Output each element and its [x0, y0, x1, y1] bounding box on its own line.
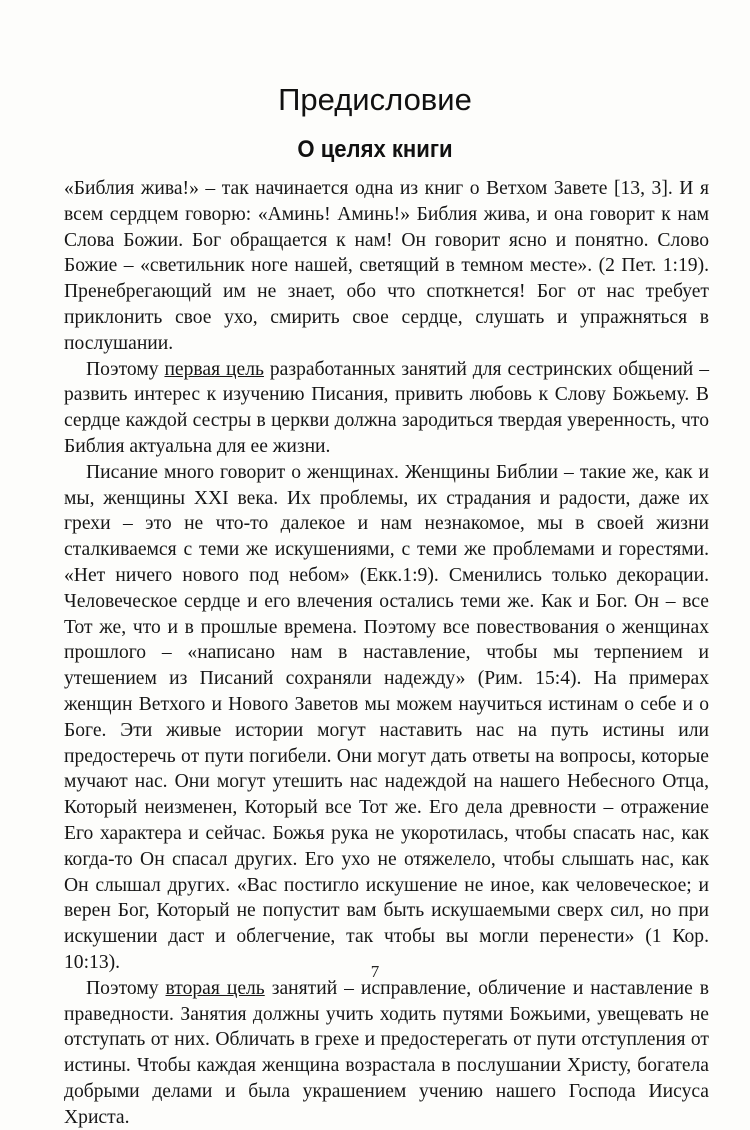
paragraph-2-lead: Поэтому [86, 358, 165, 380]
page-title: Предисловие [278, 82, 472, 117]
body-text [64, 176, 709, 1130]
page-number: 7 [370, 962, 380, 981]
paragraph-1: «Библия жива!» – так начинается одна из книг о Ветхом Завете [13, 3]. И я всем сердцем говорю: «Аминь! Аминь!» Библия жива, и она говорит к нам Слова Божии. Бог обращается к нам! Он говорит ясно и понятно. Слово Божие – «светильник ноге нашей, светящий в темном месте». (2 Пет. 1:19). Пренебрегающий им не знает, обо что споткнется! Бог от нас требует приклонить свое ухо, смирить свое сердце, слушать и упражняться в послушании. [64, 178, 709, 354]
paragraph-4-rest: занятий – исправление, обличение и наставление в праведности. Занятия должны учить ходить путями Божьими, увещевать не отступать от них. Обличать в грехе и предостерегать от пути отступления от истины. Чтобы каждая женщина возрастала в послушании Христу, богатела добрыми делами и была украшением учению нашего Господа Иисуса Христа. [64, 977, 710, 1128]
second-goal-underlined: вторая цель [165, 977, 265, 999]
paragraph-4 [64, 976, 709, 1130]
first-goal-underlined: первая цель [164, 358, 264, 380]
paragraph-3: Писание много говорит о женщинах. Женщины Библии – такие же, как и мы, женщины XXI века. Их проблемы, их страдания и радости, даже их грехи – это не что-то далекое и нам незнакомое, мы в своей жизни сталкиваемся с теми же искушениями, с теми же проблемами и горестями. «Нет ничего нового под небом» (Екк.1:9). Сменились только декорации. Человеческое сердце и его влечения остались теми же. Как и Бог. Он – все Тот же, что и в прошлые времена. Поэтому все повествования о женщинах прошлого – «написано нам в наставление, чтобы мы терпением и утешением из Писаний сохраняли надежду» (Рим. 15:4). На примерах женщин Ветхого и Нового Заветов мы можем научиться истинам о себе и о Боге. Эти живые истории могут наставить нас на путь истины или предостеречь от пути погибели. Они могут дать ответы на вопросы, которые мучают нас. Они могут утешить нас надеждой на нашего Небесного Отца, Который неизменен, Который все Тот же. Его дела древности – отражение Его характера и сейчас. Божья рука не укоротилась, чтобы спасать нас, как когда-то Он спасал других. Его ухо не отяжелело, чтобы слышать нас, как Он слышал других. «Вас постигло искушение не иное, как человеческое; и верен Бог, Который не попустит вам быть искушаемыми сверх сил, но при искушении даст и облегчение, так чтобы вы могли перенести» (1 Кор. 10:13). [64, 461, 709, 973]
section-subtitle: О целях книги [297, 136, 453, 163]
paragraph-2-rest: разработанных занятий для сестринских общений – развить интерес к изучению Писания, привить любовь к Слову Божьему. В сердце каждой сестры в церкви должна зародиться твердая уверенность, что Библия актуальна для ее жизни. [64, 358, 709, 457]
paragraph-2 [64, 357, 709, 460]
paragraph-4-lead: Поэтому [86, 977, 166, 999]
